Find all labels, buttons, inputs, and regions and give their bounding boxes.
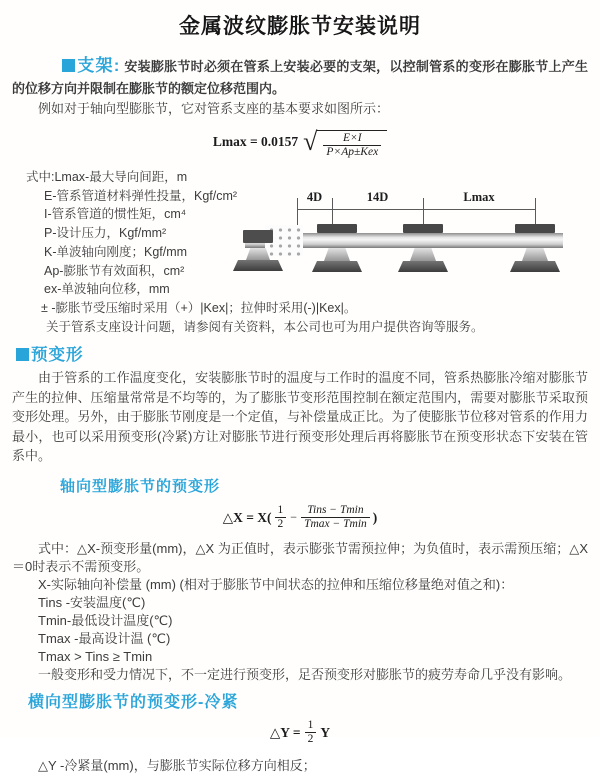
- variable-line: E-管系管道材料弹性投量，Kgf/cm²: [44, 188, 238, 203]
- pipe-support-icon: [507, 224, 563, 272]
- dimension-label-14d: 14D: [366, 190, 389, 204]
- guide-spacing-formula: [0, 123, 600, 161]
- section-marker-icon: [62, 59, 75, 72]
- note-line: Tmax > Tins ≥ Tmin: [38, 648, 153, 664]
- formula-lhs: Lmax = 0.0157: [212, 134, 299, 149]
- note-line: 一般变形和受力情况下，不一定进行预变形，足否预变形对膨胀节的疲劳寿命几乎没有影响。: [38, 666, 572, 682]
- note-line: 式中：△X-预变形量(mm)，△X 为正值时，表示膨张节需预拉伸；为负值时，表示需预压缩；△X＝0时表示不需预变形。: [12, 540, 588, 574]
- variable-line: I-管系管道的惯性矩，cm⁴: [44, 207, 187, 222]
- section-marker-icon: [16, 348, 29, 361]
- lateral-subheading: 横向型膨胀节的预变形-冷紧: [28, 693, 239, 711]
- support-section-intro: [12, 55, 588, 99]
- lateral-note-text: △Y -冷紧量(mm)，与膨胀节实际位移方向相反；: [38, 757, 316, 773]
- lateral-predeform-formula: [0, 718, 600, 748]
- pipe-support-icon: [309, 224, 365, 272]
- formula-fraction: $\frac{E\times I}{\text{P×Ap±Kex}}$: [323, 132, 381, 159]
- formula-lhs: △X = X(: [222, 509, 272, 525]
- predeform-section-label: 预变形: [31, 346, 84, 365]
- note-line: X-实际轴向补偿量 (mm) (相对于膨胀节中间状态的拉伸和压缩位移量绝对值之和)：: [38, 576, 514, 592]
- support-example-text: 例如对于轴向型膨胀节，它对管系支座的基本要求如图所示：: [38, 101, 390, 116]
- axial-notes-list: [0, 540, 600, 684]
- minus-operator: −: [290, 510, 298, 525]
- variable-line: K-单波轴向刚度；Kgf/mm: [44, 244, 188, 259]
- half-fraction: $\frac{1}{2}$: [275, 504, 287, 531]
- variable-line: Ap-膨胀节有效面积，cm²: [44, 263, 185, 278]
- pipe-support-icon: [395, 224, 451, 272]
- support-intro-text: 安装膨胀节时必须在管系上安装必要的支架，以控制管系的变形在膨胀节上产生的位移方向并限制在膨胀节的额定位移范围内。: [12, 59, 588, 96]
- formula-rhs: Y: [320, 724, 331, 740]
- variable-line: 关于管系支座设计问题，请参阅有关资料，本公司也可为用户提供咨询等服务。: [46, 319, 484, 334]
- variable-line: P-设计压力，Kgf/mm²: [44, 226, 167, 241]
- note-line: Tmax -最高设计温 (℃): [38, 630, 171, 646]
- axial-subheading: 轴向型膨胀节的预变形: [60, 477, 221, 495]
- predeform-body-text: 由于管系的工作温度变化，安装膨胀节时的温度与工作时的温度不同，管系热膨胀冷缩对膨胀节产生的拉伸、压缩量常常是不均等的，为了膨胀节变形范围控制在额定范围内，需要对膨胀节采取预变形处理。另外，由于膨胀节刚度是一个定值，与补偿量成正比。为了使膨胀节位移对管系的作用力最小，也可以采用预变形(冷紧)方让对膨胀节进行预变形处理后再将膨胀节在预变形状态下安装在管系中。: [12, 370, 588, 464]
- dimension-label-lmax: Lmax: [463, 190, 495, 204]
- half-fraction: $\frac{1}{2}$: [305, 719, 317, 746]
- formula-close-paren: ): [372, 509, 378, 525]
- page-title: 金属波纹膨胀节安装说明: [179, 15, 421, 38]
- temperature-fraction: $\frac{\text{Tins − Tmin}}{Tmax - Tmin}$: [301, 504, 370, 531]
- variable-line: ex-单波轴向位移，mm: [44, 282, 170, 297]
- variable-line: 式中:Lmax-最大导向间距，m: [26, 170, 188, 184]
- radical-sign: √ $\frac{E\times I}{\text{P×Ap±Kex}}$: [303, 126, 387, 159]
- formula-lhs: △Y =: [269, 724, 301, 740]
- note-line: Tmin-最低设计温度(℃): [38, 612, 173, 628]
- pipe-anchor-icon: [230, 230, 286, 271]
- support-section-label: 支架:: [77, 56, 121, 75]
- axial-predeform-formula: [0, 501, 600, 535]
- predeform-section-heading: [16, 341, 588, 365]
- variable-line: ± -膨胀节受压缩时采用（+）|Kex|；拉伸时采用(-)|Kex|。: [41, 300, 357, 315]
- note-line: Tins -安装温度(℃): [38, 594, 146, 610]
- dimension-label-4d: 4D: [306, 190, 323, 204]
- support-requirement-diagram: [245, 190, 575, 290]
